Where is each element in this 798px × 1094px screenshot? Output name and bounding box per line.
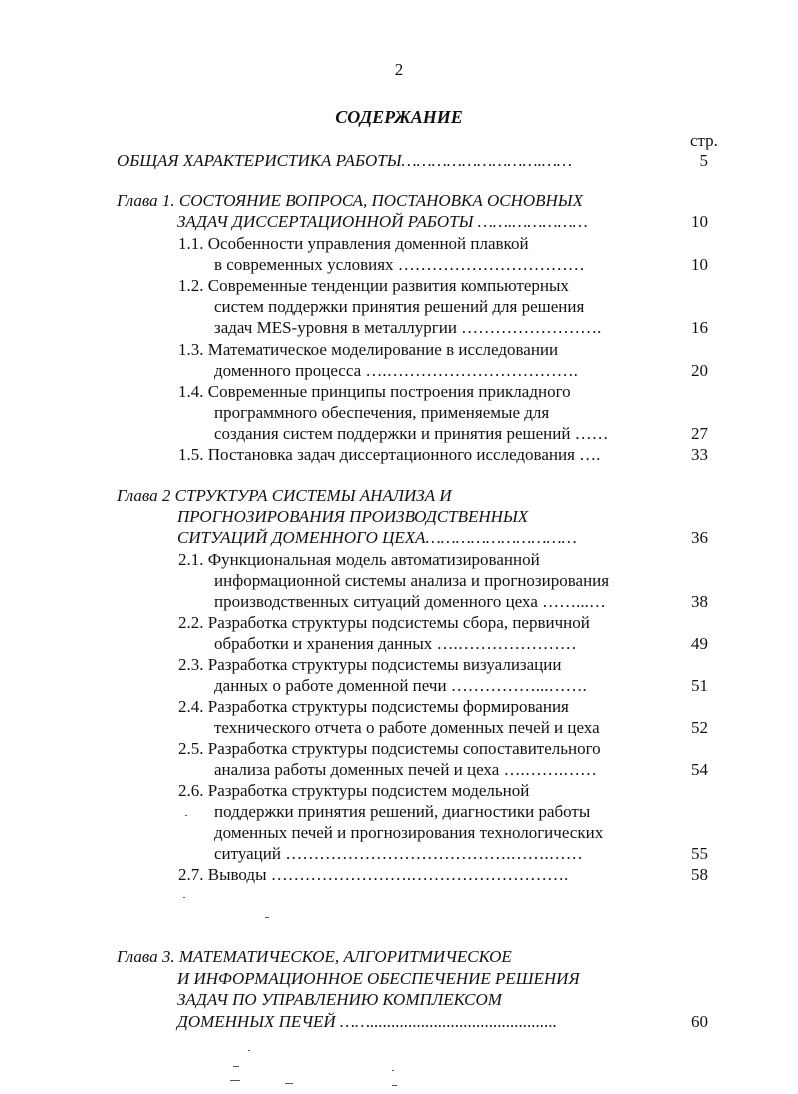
chapter3-title-line2: И ИНФОРМАЦИОННОЕ ОБЕСПЕЧЕНИЕ РЕШЕНИЯ bbox=[177, 969, 580, 988]
toc-item-2-3-line2: данных о работе доменной печи ……………...……. bbox=[214, 676, 587, 695]
scan-speck bbox=[233, 1066, 239, 1067]
toc-item-1-2-line2: систем поддержки принятия решений для решения bbox=[214, 297, 585, 316]
toc-item-2-1-line1: 2.1. Функциональная модель автоматизированной bbox=[178, 550, 540, 569]
toc-item-1-3-line1: 1.3. Математическое моделирование в исследовании bbox=[178, 340, 559, 359]
scan-speck bbox=[183, 897, 185, 898]
chapter2-title-line2: ПРОГНОЗИРОВАНИЯ ПРОИЗВОДСТВЕННЫХ bbox=[177, 507, 529, 526]
toc-item-1-4-page: 27 bbox=[691, 424, 708, 443]
toc-item-2-2-line2: обработки и хранения данных ….………………… bbox=[214, 634, 577, 653]
chapter1-page: 10 bbox=[691, 212, 708, 231]
chapter3-title-line1: Глава 3. МАТЕМАТИЧЕСКОЕ, АЛГОРИТМИЧЕСКОЕ bbox=[117, 947, 512, 966]
chapter2-title-line1: Глава 2 СТРУКТУРА СИСТЕМЫ АНАЛИЗА И bbox=[117, 486, 452, 505]
toc-item-2-4-page: 52 bbox=[691, 718, 708, 737]
toc-item-2-3-page: 51 bbox=[691, 676, 708, 695]
toc-general: ОБЩАЯ ХАРАКТЕРИСТИКА РАБОТЫ……………………….…… bbox=[117, 151, 573, 170]
toc-item-1-4-line2: программного обеспечения, применяемые для bbox=[214, 403, 550, 422]
scan-speck bbox=[230, 1080, 240, 1081]
chapter3-title-line4: ДОМЕННЫХ ПЕЧЕЙ ……............................................ bbox=[177, 1012, 558, 1031]
toc-item-1-2-line1: 1.2. Современные тенденции развития компьютерных bbox=[178, 276, 569, 295]
scan-speck bbox=[392, 1070, 394, 1071]
scan-speck bbox=[185, 815, 187, 816]
chapter1-title-line2: ЗАДАЧ ДИССЕРТАЦИОННОЙ РАБОТЫ …….…………… bbox=[177, 212, 588, 231]
toc-item-2-7-page: 58 bbox=[691, 865, 708, 884]
toc-item-2-6-line3: доменных печей и прогнозирования технологических bbox=[214, 823, 604, 842]
toc-item-1-3-line2: доменного процесса ….……………………………. bbox=[214, 361, 578, 380]
toc-item-2-7: 2.7. Выводы …………………….………………………. bbox=[178, 865, 569, 884]
page-title: СОДЕРЖАНИЕ bbox=[335, 107, 463, 127]
toc-item-2-4-line1: 2.4. Разработка структуры подсистемы формирования bbox=[178, 697, 569, 716]
toc-item-1-1-page: 10 bbox=[691, 255, 708, 274]
toc-general-page: 5 bbox=[699, 151, 708, 170]
toc-item-2-5-line1: 2.5. Разработка структуры подсистемы сопоставительного bbox=[178, 739, 601, 758]
toc-item-1-2-page: 16 bbox=[691, 318, 708, 337]
toc-item-2-3-line1: 2.3. Разработка структуры подсистемы визуализации bbox=[178, 655, 562, 674]
chapter2-title-line3: СИТУАЦИЙ ДОМЕННОГО ЦЕХА………………………… bbox=[177, 528, 577, 547]
toc-item-2-2-line1: 2.2. Разработка структуры подсистемы сбора, первичной bbox=[178, 613, 590, 632]
toc-item-2-4-line2: технического отчета о работе доменных печей и цеха bbox=[214, 718, 600, 737]
scan-speck bbox=[248, 1050, 250, 1051]
toc-item-1-5-page: 33 bbox=[691, 445, 708, 464]
toc-item-2-5-page: 54 bbox=[691, 760, 708, 779]
page-number: 2 bbox=[394, 60, 404, 79]
toc-item-2-6-line1: 2.6. Разработка структуры подсистем модельной bbox=[178, 781, 530, 800]
toc-item-1-1-line1: 1.1. Особенности управления доменной плавкой bbox=[178, 234, 529, 253]
toc-item-2-6-line4: ситуаций ………………………………….…….…… bbox=[214, 844, 583, 863]
toc-item-1-2-line3: задач MES-уровня в металлургии ……………………. bbox=[214, 318, 602, 337]
chapter3-page: 60 bbox=[691, 1012, 708, 1031]
toc-item-1-4-line1: 1.4. Современные принципы построения прикладного bbox=[178, 382, 571, 401]
scan-speck bbox=[285, 1083, 293, 1084]
toc-item-1-4-line3: создания систем поддержки и принятия решений …… bbox=[214, 424, 609, 443]
toc-item-2-2-page: 49 bbox=[691, 634, 708, 653]
toc-item-2-1-line3: производственных ситуаций доменного цеха ……...… bbox=[214, 592, 606, 611]
toc-item-2-1-page: 38 bbox=[691, 592, 708, 611]
toc-item-1-5: 1.5. Постановка задач диссертационного исследования …. bbox=[178, 445, 601, 464]
toc-item-1-1-line2: в современных условиях …………………………… bbox=[214, 255, 585, 274]
page-column-label: стр. bbox=[690, 131, 718, 150]
toc-item-1-3-page: 20 bbox=[691, 361, 708, 380]
toc-item-2-5-line2: анализа работы доменных печей и цеха ….…….…… bbox=[214, 760, 597, 779]
chapter3-title-line3: ЗАДАЧ ПО УПРАВЛЕНИЮ КОМПЛЕКСОМ bbox=[177, 990, 502, 1009]
toc-item-2-1-line2: информационной системы анализа и прогнозирования bbox=[214, 571, 610, 590]
toc-item-2-6-page: 55 bbox=[691, 844, 708, 863]
scan-speck bbox=[392, 1085, 397, 1086]
scan-speck bbox=[265, 917, 269, 918]
toc-item-2-6-line2: поддержки принятия решений, диагностики работы bbox=[214, 802, 591, 821]
chapter2-page: 36 bbox=[691, 528, 708, 547]
chapter1-title-line1: Глава 1. СОСТОЯНИЕ ВОПРОСА, ПОСТАНОВКА ОСНОВНЫХ bbox=[117, 191, 584, 210]
